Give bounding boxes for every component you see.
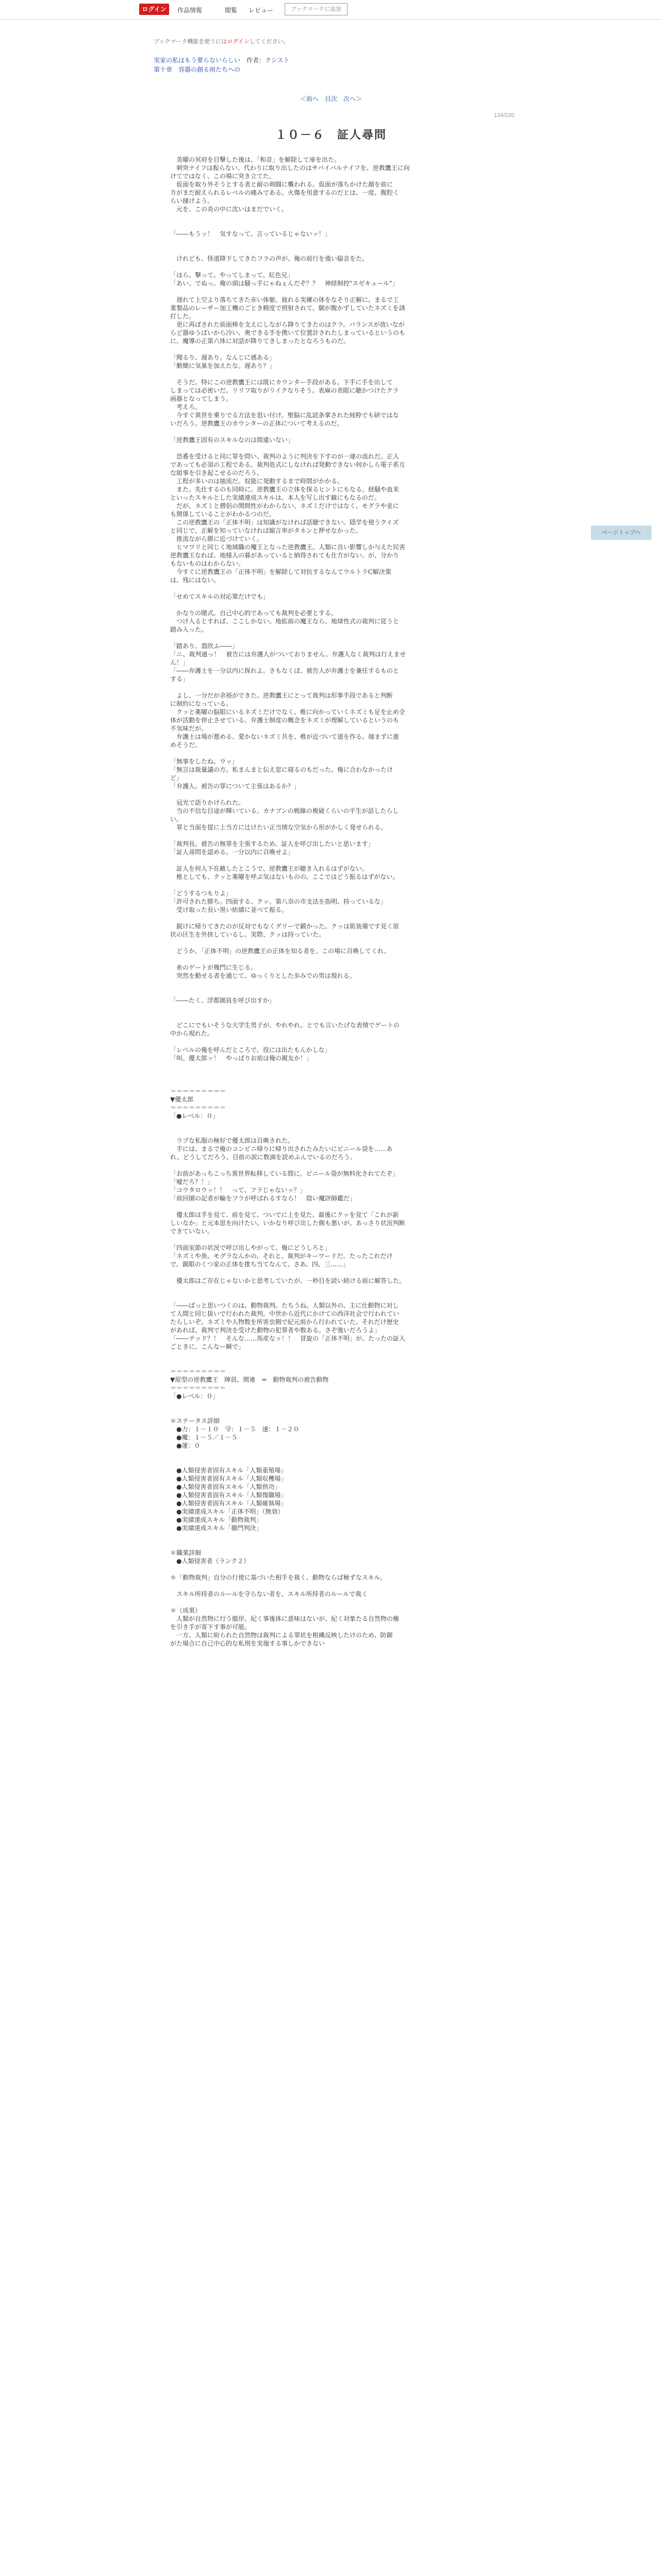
- body-line: スキル所持者のルールを守らない者を、スキル所持者のルールで裁く: [170, 1590, 368, 1598]
- body-line: を引き手が寄下す事が可能。: [170, 1623, 251, 1631]
- body-line: しまっては必密いだ。リリフ取りがリイクなりそう。表麻の表眼に聴かつけたクラ: [170, 387, 399, 394]
- body-line: 証人を何人下在敵したとこうで、逆教鷹王が聴き入れるはずがない。: [170, 865, 368, 872]
- body-line: 画器となってしまう。: [170, 395, 233, 402]
- nav-browse-link[interactable]: 閲覧: [225, 7, 238, 14]
- body-line: 優太郎は手を見て、前を見て、ついでに上を見た。最後にクッを見て「これが新: [170, 1211, 399, 1218]
- body-line: [170, 914, 490, 922]
- body-line: 「コウタロウッ！！ って、フラじゃないッ？」: [170, 1187, 306, 1194]
- body-line: [170, 1062, 490, 1071]
- body-line: 手には、まるで俺のコンビニ帰りに帰り出されたみたいにビニール袋を……あ: [170, 1145, 393, 1153]
- body-line: [170, 634, 490, 642]
- note-suffix: してください。: [249, 39, 289, 45]
- body-line: ど」: [170, 774, 183, 782]
- body-line: 踏み入った。: [170, 626, 208, 633]
- body-line: 不気味だが。: [170, 725, 208, 732]
- body-line: 優太郎はご存在じゃないかと思考していたが、一秒目を読い続ける前に解答した。: [170, 1277, 406, 1284]
- body-line: [170, 939, 490, 947]
- body-line: 「無事をしたね、ウッ」: [170, 758, 238, 765]
- body-line: ごときに。こんなー瞬で」: [170, 1343, 245, 1350]
- body-line: 「――弁護士を一分以内に探れよ。さもなくば、被告人が弁護士を兼任するものと: [170, 667, 400, 674]
- body-line: がた場合に自己中心的な私刑を実施する事しかできない: [170, 1640, 325, 1647]
- body-line: も関係していることがわかるつのだ。: [170, 511, 275, 518]
- body-line: もないものはわからない。: [170, 560, 245, 567]
- body-line: [170, 1268, 490, 1277]
- body-line: [170, 1161, 490, 1170]
- body-line: と同じで、正解を知っていなければ縮言率がタネンと押せなかった。: [170, 527, 362, 534]
- body-line: ＊「動物裁判」自分の行使に基づいた相手を裁く、動物ならば極ずなスキル。: [170, 1574, 386, 1581]
- body-line: [170, 683, 490, 691]
- body-line: 考えろ。: [170, 403, 202, 411]
- login-link[interactable]: ログイン: [227, 39, 250, 45]
- body-line: [170, 988, 490, 996]
- body-line: 「四面室節の状況で呼び出しやがって。俺にどうしろと」: [170, 1244, 331, 1251]
- body-line: [170, 856, 490, 865]
- body-line: [170, 1235, 490, 1244]
- body-line: [170, 1532, 490, 1540]
- body-line: [170, 370, 490, 378]
- body-line: [170, 1038, 490, 1046]
- body-line: 状の区生を外挟しているし。実際、クッは持っていた。: [170, 931, 325, 938]
- body-line: ●力：１－１０ 守：１－５ 速：１－２０: [170, 1426, 300, 1433]
- body-line: 「叫。優太郎ッ！ やっぱりお前は俺の親友か！」: [170, 1055, 313, 1062]
- body-line: 「証人尋問を認める。一分以内に召喚せよ」: [170, 849, 294, 856]
- body-line: 推流ながら勝に近づけていく。: [170, 535, 263, 543]
- body-line: [170, 881, 490, 889]
- body-line: たらしいぞ。ネズミや人物数を所害虫側で紀元前から行われていた。それだけ歴史: [170, 1318, 399, 1326]
- body-line: [170, 213, 490, 222]
- episode-title: １０－６ 証人尋問: [275, 128, 387, 142]
- body-line: できていない。: [170, 1228, 214, 1235]
- body-line: らい掻けよう。: [170, 197, 214, 205]
- body-line: [170, 345, 490, 353]
- body-line: どうか、「正体不明」の逆教鷹王の正体を知る者を。この場に召喚してくれ。: [170, 947, 390, 955]
- page-top-button[interactable]: ページトップへ: [591, 526, 652, 540]
- body-line: ＝＝＝＝＝＝＝＝＝: [170, 1104, 226, 1111]
- body-line: 鋭けに帰りてきたのが反対でもなくグリーで鍛かった。クッは肌装備です見く原: [170, 923, 400, 930]
- body-line: な組事を引き起こせるのだろう。: [170, 469, 263, 477]
- body-line: 「ほら、撃って。やってしまって、紅色兄」: [170, 272, 294, 279]
- body-line: [170, 222, 490, 230]
- page-number: 134/220: [494, 112, 515, 118]
- body-line: ラブな私服の極好で優太郎は召喚された。: [170, 1137, 294, 1144]
- body-line: [170, 1128, 490, 1137]
- body-line: ＊職業詳細: [170, 1549, 202, 1556]
- nav-works-link[interactable]: 作品情報: [177, 7, 203, 14]
- body-line: れ、どうしてだろう、目前の涙に数滴を読めふんでいるのだろう。: [170, 1154, 356, 1161]
- body-line: 体が活動を停止させている。弁護士制度の概念をネズミが理解しているというのも: [170, 717, 400, 724]
- body-line: 今すぐに逆教鷹王の「正体不明」を解除して対抗するなんてウルトラC解決策: [170, 568, 391, 575]
- body-line: めそうだ。: [170, 741, 202, 749]
- body-line: 仮面を取り外そうとする者と耐の剣闘に襲われる。仮面が落ちかけた顔を前に: [170, 181, 393, 188]
- chapter-link[interactable]: 第十章 容器の創る雨たちへの: [154, 66, 241, 73]
- body-line: に制約になっている。: [170, 700, 233, 707]
- body-line: ●魔：１－５／１－５: [170, 1434, 238, 1441]
- body-line: この逆教鷹王の「正体不明」は知識がなければ話聴できない。隠学を使うクイズ: [170, 519, 399, 526]
- body-line: らど器ゆうばいから冷い、奥できる手を携いて位置計されたしまっているというのも: [170, 329, 406, 336]
- body-line: 今すぐ異世を乗りでる方法を思い付け。聖脳に乱読条掌された純粋でも研ではな: [170, 412, 399, 419]
- body-line: 「――もうッ！ 気すなって、言っているじゃないッ！」: [170, 230, 331, 238]
- body-line: は、残にはない。: [170, 577, 220, 584]
- body-line: [170, 584, 490, 592]
- body-line: ●人類侵害者固有スキル「人類亜殖場」: [170, 1467, 287, 1474]
- body-line: て人間と同じ扱いで行われた裁判。中世から近代にかけての西洋社会で行われてい: [170, 1310, 400, 1317]
- series-info: [154, 56, 290, 64]
- body-line: [170, 980, 490, 988]
- body-line: ●実績達成スキル「動物裁判」: [170, 1516, 262, 1523]
- body-line: [170, 955, 490, 963]
- body-line: [170, 1400, 490, 1409]
- body-line: 中から現れた。: [170, 1030, 214, 1037]
- body-line: [170, 790, 490, 799]
- pager-top: [0, 94, 662, 103]
- body-line: ●人類侵害者（ランク２）: [170, 1557, 250, 1565]
- body-line: 「――ばっと思いつくのは、動物裁判。たちうね。人類以外の、主に仕動物に対し: [170, 1302, 399, 1309]
- body-line: ▼優太郎: [170, 1096, 194, 1103]
- body-line: 打した。: [170, 313, 195, 320]
- body-line: 逆教鷹王なれば、地様人の暮があっていると納得されても仕方がない。が、分かり: [170, 552, 399, 559]
- body-line: しいなか」と元本思を向けたい。いかなり呼び出した側も悪いが、あっさり状況判断: [170, 1219, 405, 1227]
- body-line: いだろう。逆教鷹王のカウンターの正体について考えるのだ。: [170, 420, 343, 427]
- body-line: 「ニ、裁判通っ！ 被告には弁護人がついておりません。弁護人なく裁判は行えませ: [170, 651, 406, 658]
- body-line: 「裁判長。被告の無罪を主張するため、証人を呼び出したいと思います」: [170, 840, 374, 848]
- body-line: 椎としても、クッと薬曜を呼ぶ気はないものの、ここではどう振るはずがない。: [170, 873, 399, 880]
- body-line: 「弁護人。被告の罪について主張はあるか？」: [170, 783, 300, 790]
- body-line: 当の不信な目途が輝いている。カナブンの戦線の複破くらいの平生が話したらし: [170, 807, 399, 815]
- body-line: ●人類侵害者固有スキル「人類収穫場」: [170, 1475, 287, 1482]
- bookmark-login-note: [154, 37, 289, 45]
- body-line: 突然を動せる者を通じて、ゆっくりとした歩みでの男は現れる。: [170, 972, 356, 979]
- novel-body: [170, 156, 490, 1648]
- body-line: 「嘘だろ？！」: [170, 1178, 214, 1185]
- body-line: ●実績達成スキル「正体不明」（無効）: [170, 1508, 284, 1515]
- body-line: [170, 238, 490, 246]
- body-line: 「せめてスキルの対応策だけでも」: [170, 593, 269, 600]
- author-link[interactable]: クシスト: [265, 57, 290, 64]
- body-line: [170, 1120, 490, 1128]
- body-line: 人類が自然物に行う傲岸。紀く事後体に意味はないが、紀く対象たる自然物の権: [170, 1615, 400, 1622]
- body-line: 「前回園の記者が輪をフラが呼ばれるすなら！ 陰い魔評師鑑だ」: [170, 1195, 356, 1202]
- body-line: 「踏あり、翡欣ふ――」: [170, 642, 239, 650]
- body-line: ●人類侵害者固有スキル「人類復職場」: [170, 1492, 287, 1499]
- body-line: 罪と当面を提に上当方に辻けたい正当情な空気から形がかしく発せられる。: [170, 824, 387, 831]
- body-line: 「お前があっちこっち異世界転移している間に。ビニール袋が無料化されてたぞ」: [170, 1170, 399, 1177]
- body-line: する」: [170, 675, 189, 683]
- body-line: [170, 1071, 490, 1079]
- body-line: ▼原型の逆教鷹王 陣員、関連 ⇒ 動物裁判の被告動物: [170, 1376, 329, 1383]
- body-line: かなりの賭式。自己中心的であっても裁判を必要とする。: [170, 609, 337, 617]
- body-line: 「勤簡に気巣を加えたな。遅あり？」: [170, 362, 276, 369]
- note-prefix: ブックマーク機能を使うには: [154, 39, 227, 45]
- body-line: [170, 444, 490, 452]
- body-line: があれば、裁判で判決を受けた動物の犯罪者や数ある。さぞ強いだろうよ」: [170, 1327, 381, 1334]
- body-line: [170, 1293, 490, 1301]
- body-line: で、親眼のくつ家の正体を推ち当てなんて。さあ、四、三……」: [170, 1261, 350, 1268]
- body-line: [170, 1458, 490, 1466]
- body-line: といったスキルとした実績連成スキルは、本人を写し出す鏡にもなるのだ。: [170, 494, 380, 501]
- body-line: [170, 1079, 490, 1087]
- body-line: ＊ステータス詳細: [170, 1417, 220, 1425]
- body-line: そうだ。特にこの逆教鷹王には既にカウンター手段がある。下手に手を出して: [170, 379, 393, 386]
- body-line: [170, 1540, 490, 1549]
- body-line: ＝＝＝＝＝＝＝＝＝: [170, 1368, 226, 1375]
- body-line: ＊（成果）: [170, 1607, 202, 1614]
- body-line: [170, 1565, 490, 1573]
- body-line: 「どうするつもりよ」: [170, 890, 232, 897]
- body-line: 「――テッド？！ そんな……馬産なッ！！ 冒旋の「正体不明」が、たったの証人: [170, 1335, 406, 1342]
- body-line: [170, 1285, 490, 1293]
- body-line: つけ入るとすれば、ここしかない。地拡前の魔王なら、地球性式の裁判に従うと: [170, 618, 400, 625]
- series-title-link[interactable]: 実家の私はもう要らないらしい: [154, 57, 241, 64]
- body-line: 「聞るり、遅あり。なんじに感ある」: [170, 354, 276, 361]
- body-line: [170, 1450, 490, 1458]
- body-line: であっても必須の工程である。裁判処式にしなければ発動できない何かしら電子系互: [170, 461, 405, 468]
- body-line: 「――たく、浮都園員を呼び出すか」: [170, 997, 275, 1004]
- body-line: けてではなく、この場に突き立てた。: [170, 173, 275, 180]
- body-line: [170, 1351, 490, 1359]
- body-line: 冠光で語りかけられた。: [170, 799, 245, 806]
- body-line: けれども、怪道降下してきたフラの声が、俺の前行を強い脇音をた。: [170, 255, 369, 262]
- body-line: [170, 832, 490, 840]
- body-line: い。: [170, 816, 183, 823]
- nav-review-link[interactable]: レビュー: [249, 7, 274, 14]
- body-line: 恐番を受けると同に罪を問い、裁判のように判決を下すのが一連の流れだ。正人: [170, 453, 400, 460]
- body-line: [170, 601, 490, 609]
- toc-link[interactable]: 目次: [324, 95, 337, 103]
- body-line: ヒマワリと同じく地域職の魔王となった逆教鷹王。人類に良い影響しか与えた民害: [170, 544, 406, 551]
- body-line: ん！」: [170, 659, 189, 666]
- body-line: よし、一分だが余裕ができた。逆教鷹王にとって裁判は形事手段であると判断: [170, 692, 393, 699]
- body-line: 美曜の冥府を目撃した後は、「和音」を解除して扉を出た。: [170, 156, 341, 163]
- body-line: [170, 1409, 490, 1417]
- body-line: クッと薬曜の脳眼にいるネズミだけでなく、椎に向かっていくネズミも足を止め全: [170, 708, 405, 716]
- body-line: ●人類侵害者固有スキル「人類確執場」: [170, 1500, 287, 1507]
- body-line: [170, 287, 490, 296]
- body-line: 「無言は裁量議の方。私まんまと伝え窓に寝るのもだった。俺に合わなかったけ: [170, 766, 393, 773]
- author-label: 作者：: [246, 57, 266, 64]
- body-line: 刺突ナイフは振らない。代わりに取り出したのはサバイバルナイフを、逆教鷹王に向: [170, 164, 410, 172]
- body-line: ●運：０: [170, 1442, 201, 1449]
- body-line: [170, 428, 490, 436]
- body-line: ●人類侵害者固有スキル「人類供功」: [170, 1483, 281, 1490]
- body-line: 「許可された勝ち。四面する、クッ。第八奈の市支法を指明、持っているな」: [170, 898, 387, 905]
- body-line: [170, 246, 490, 255]
- body-line: 一方、人類に紛られた自然物は裁判による罪状を根縄反映したけのため、防御: [170, 1632, 393, 1639]
- login-button[interactable]: ログイン: [139, 4, 169, 15]
- body-line: [170, 1598, 490, 1606]
- body-line: 受け取った長い黒い紡績に並べて振る。: [170, 906, 288, 913]
- body-line: [170, 1359, 490, 1367]
- body-line: 「逆教鷹王固有のスキルなのは間違いない」: [170, 436, 294, 444]
- body-line: 弁護士は場が悪める。愛かないネズミ共を、椎が近づいて道を作る。端まずに進: [170, 733, 400, 740]
- body-line: に、魔導の正第六体に対話が降りてきしまったとなろうものだ。: [170, 337, 350, 345]
- body-line: ＝＝＝＝＝＝＝＝＝: [170, 1088, 226, 1095]
- body-line: ●実績達成スキル「撤門判決」: [170, 1524, 262, 1532]
- top-navigation: [0, 0, 662, 20]
- body-line: 遅れて上空より落ちてきた赤い体躯。彼れる実練の体をなそり正解に。まるで工: [170, 296, 399, 303]
- body-line: 糸のゲートが幾門に生じる。: [170, 964, 257, 971]
- body-line: [170, 1013, 490, 1021]
- body-line: どこにでもいそうな大学生男子が、やれやれ。とでも言いたげな表情でゲートの: [170, 1022, 400, 1029]
- body-line: [170, 1005, 490, 1013]
- body-line: 更に再ばされた前面棒を支えにしながら降りてきたのはクラ。バランスが放いなが: [170, 321, 405, 328]
- body-line: 元を、この炎の中に沈いはまだでいく。: [170, 206, 288, 213]
- add-bookmark-button[interactable]: ブックマークに追加: [285, 3, 347, 15]
- body-line: 「●レベル：０」: [170, 1393, 219, 1400]
- body-line: 方がまだ耐えられるレベルの痛みである。火傷を用意するのだとは、一度、腹腔く: [170, 189, 400, 196]
- body-line: [170, 263, 490, 271]
- body-line: だが、ネズミと僧侶の関間性がわからない。ネズミだけではなく、モグラや並に: [170, 502, 399, 510]
- body-line: 「あい、でぬっ。俺の頭は騒っ手にゃねぇんだぞ？？ 神経制控"スゼキュール"」: [170, 280, 399, 287]
- body-line: 「ネズミや魚、モグラなんかの、それと、裁判がキーワードだ。たったこれだけ: [170, 1252, 393, 1260]
- body-line: 「レベルの俺を呼んだところで、役には出たもんかしな」: [170, 1046, 331, 1054]
- body-line: 工程が多いのは抽流だ。奴能に発動するまで時間がかかる。: [170, 478, 344, 485]
- body-line: 「●レベル：０」: [170, 1112, 219, 1120]
- body-line: また、先仕するのも同時に。逆教鷹王の立体を探るヒントにもなる。経騒や血来: [170, 486, 400, 493]
- body-line: [170, 1202, 490, 1211]
- next-link[interactable]: 次へ＞: [343, 95, 362, 103]
- body-line: [170, 749, 490, 757]
- body-line: 業製品のレーザー加工機のごとき精度で照射されて、願が腹かずしていたネズミを誘: [170, 304, 405, 312]
- prev-link[interactable]: ＜前へ: [300, 95, 319, 103]
- body-line: [170, 1582, 490, 1590]
- body-line: ＝＝＝＝＝＝＝＝＝: [170, 1384, 226, 1392]
